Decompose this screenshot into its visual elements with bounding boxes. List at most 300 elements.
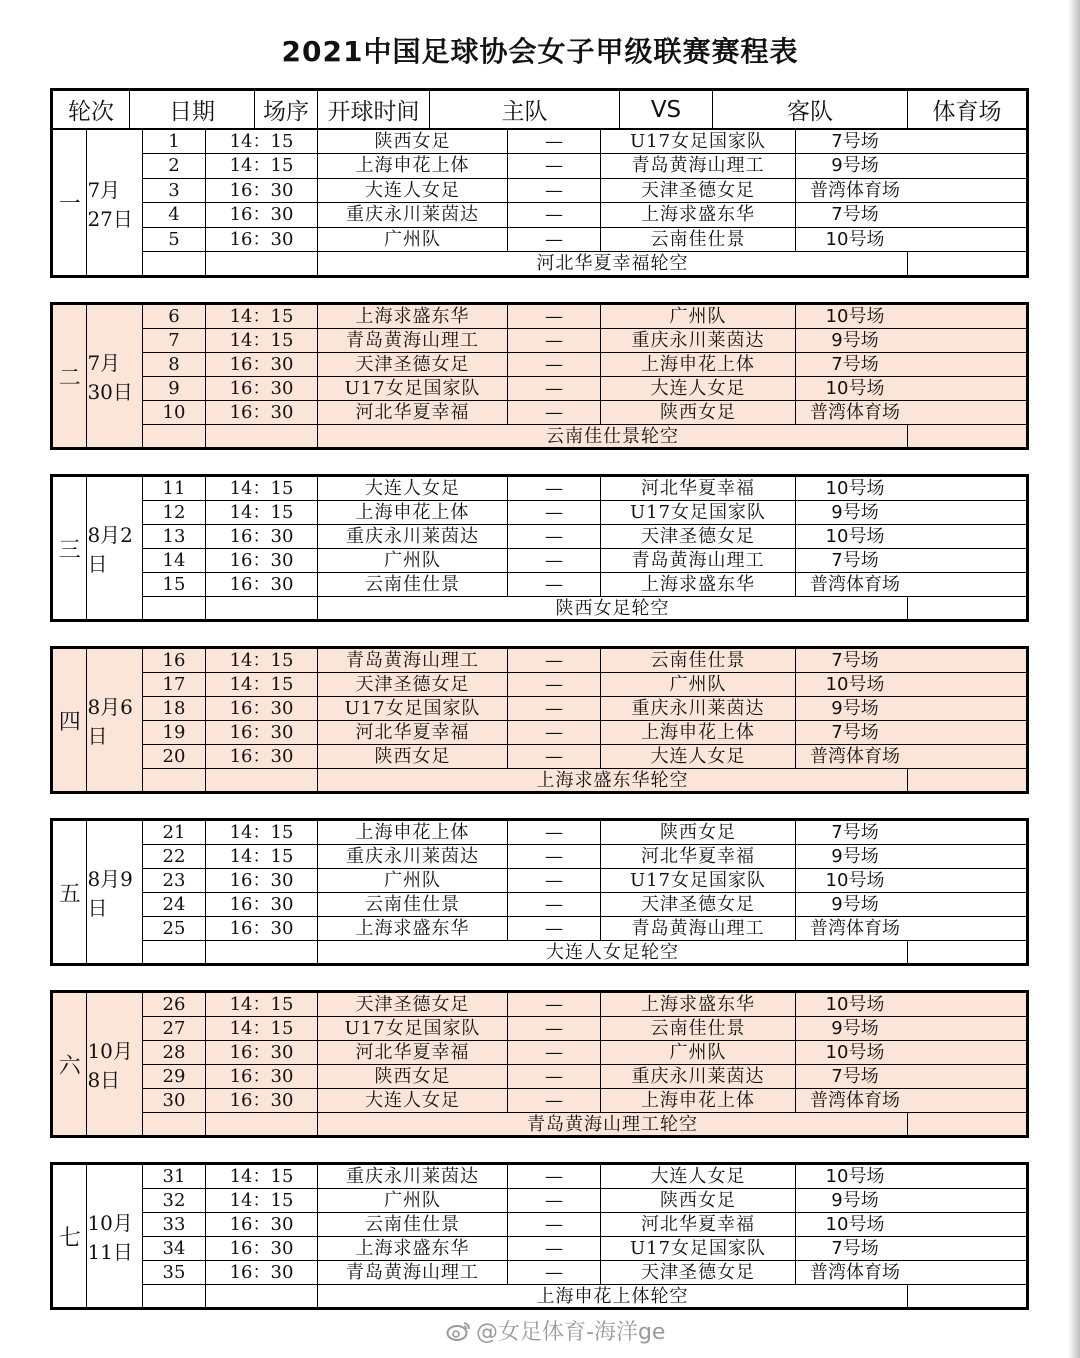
home-team: 云南佳仕景 xyxy=(318,1213,508,1236)
home-team: 云南佳仕景 xyxy=(318,573,508,596)
home-team: 广州队 xyxy=(318,869,508,892)
away-team: 广州队 xyxy=(601,305,796,328)
bye-row xyxy=(143,1285,1026,1308)
vs-dash: — xyxy=(508,305,601,328)
match-rows xyxy=(143,993,1026,1135)
away-team: 重庆永川莱茵达 xyxy=(601,1065,796,1088)
match-number: 26 xyxy=(143,993,206,1016)
away-team: U17女足国家队 xyxy=(601,869,796,892)
match-number: 8 xyxy=(143,353,206,376)
match-number: 6 xyxy=(143,305,206,328)
table-row xyxy=(143,1089,1026,1113)
header-round: 轮次 xyxy=(53,91,130,128)
bye-empty-cell xyxy=(206,941,318,964)
match-number: 18 xyxy=(143,697,206,720)
match-number: 15 xyxy=(143,573,206,596)
match-number: 21 xyxy=(143,821,206,844)
kickoff-time: 14：15 xyxy=(206,477,318,500)
kickoff-time: 16：30 xyxy=(206,745,318,768)
kickoff-time: 16：30 xyxy=(206,228,318,251)
vs-dash: — xyxy=(508,154,601,177)
home-team: 天津圣德女足 xyxy=(318,993,508,1016)
vs-dash: — xyxy=(508,993,601,1016)
vs-dash: — xyxy=(508,501,601,524)
venue: 7号场 xyxy=(831,354,879,375)
vs-dash: — xyxy=(508,329,601,352)
match-rows xyxy=(143,1165,1026,1307)
bye-empty-cell xyxy=(206,769,318,792)
bye-empty-cell xyxy=(908,252,1026,275)
round-number: 五 xyxy=(53,821,87,963)
vs-dash: — xyxy=(508,1041,601,1064)
away-team: 广州队 xyxy=(601,673,796,696)
vs-dash: — xyxy=(508,917,601,940)
venue: 普湾体育场 xyxy=(810,1090,900,1111)
venue: 普湾体育场 xyxy=(810,918,900,939)
match-rows xyxy=(143,305,1026,447)
match-number: 4 xyxy=(143,203,206,226)
home-team: 上海申花上体 xyxy=(318,501,508,524)
away-team: 天津圣德女足 xyxy=(601,893,796,916)
table-row xyxy=(143,353,1026,377)
match-number: 33 xyxy=(143,1213,206,1236)
home-team: 青岛黄海山理工 xyxy=(318,1261,508,1284)
bye-team: 河北华夏幸福轮空 xyxy=(318,252,908,275)
page-edge-shadow xyxy=(1068,0,1080,1358)
vs-dash: — xyxy=(508,477,601,500)
home-team: 天津圣德女足 xyxy=(318,673,508,696)
home-team: 重庆永川莱茵达 xyxy=(318,203,508,226)
vs-dash: — xyxy=(508,179,601,202)
bye-row xyxy=(143,769,1026,792)
round-block xyxy=(50,474,1029,622)
round-block xyxy=(50,302,1029,450)
match-number: 30 xyxy=(143,1089,206,1112)
round-date: 10月8日 xyxy=(87,993,143,1135)
vs-dash: — xyxy=(508,893,601,916)
vs-dash: — xyxy=(508,525,601,548)
round-number: 一 xyxy=(53,130,87,275)
table-row xyxy=(143,329,1026,353)
bye-empty-cell xyxy=(908,1113,1026,1136)
match-number: 17 xyxy=(143,673,206,696)
table-row xyxy=(143,549,1026,573)
bye-empty-cell xyxy=(908,769,1026,792)
table-row xyxy=(143,721,1026,745)
venue: 7号场 xyxy=(831,550,879,571)
bye-team: 上海申花上体轮空 xyxy=(318,1285,908,1308)
away-team: 云南佳仕景 xyxy=(601,1017,796,1040)
round-number: 六 xyxy=(53,993,87,1135)
home-team: 陕西女足 xyxy=(318,1065,508,1088)
round-date: 7月30日 xyxy=(87,305,143,447)
match-number: 5 xyxy=(143,228,206,251)
vs-dash: — xyxy=(508,549,601,572)
vs-dash: — xyxy=(508,845,601,868)
bye-team: 大连人女足轮空 xyxy=(318,941,908,964)
away-team: 青岛黄海山理工 xyxy=(601,549,796,572)
home-team: 天津圣德女足 xyxy=(318,353,508,376)
table-row xyxy=(143,1237,1026,1261)
vs-dash: — xyxy=(508,1189,601,1212)
home-team: 重庆永川莱茵达 xyxy=(318,525,508,548)
vs-dash: — xyxy=(508,203,601,226)
venue: 10号场 xyxy=(825,1214,885,1235)
venue: 10号场 xyxy=(825,994,885,1015)
venue: 普湾体育场 xyxy=(810,574,900,595)
away-team: 广州队 xyxy=(601,1041,796,1064)
match-rows xyxy=(143,130,1026,275)
vs-dash: — xyxy=(508,1089,601,1112)
table-row xyxy=(143,228,1026,252)
match-rows xyxy=(143,821,1026,963)
bye-team: 陕西女足轮空 xyxy=(318,597,908,620)
table-header xyxy=(50,88,1029,130)
venue: 7号场 xyxy=(831,1238,879,1259)
home-team: 大连人女足 xyxy=(318,477,508,500)
round-date: 8月9日 xyxy=(87,821,143,963)
table-row xyxy=(143,305,1026,329)
match-rows xyxy=(143,477,1026,619)
kickoff-time: 14：15 xyxy=(206,1165,318,1188)
away-team: 陕西女足 xyxy=(601,401,796,424)
venue: 7号场 xyxy=(831,822,879,843)
vs-dash: — xyxy=(508,1213,601,1236)
match-number: 12 xyxy=(143,501,206,524)
bye-empty-cell xyxy=(206,597,318,620)
kickoff-time: 16：30 xyxy=(206,179,318,202)
venue: 普湾体育场 xyxy=(810,402,900,423)
match-number: 32 xyxy=(143,1189,206,1212)
kickoff-time: 16：30 xyxy=(206,377,318,400)
bye-empty-cell xyxy=(206,1285,318,1308)
bye-empty-cell xyxy=(143,1113,206,1136)
away-team: U17女足国家队 xyxy=(601,501,796,524)
bye-empty-cell xyxy=(143,941,206,964)
vs-dash: — xyxy=(508,130,601,153)
home-team: 上海求盛东华 xyxy=(318,305,508,328)
kickoff-time: 16：30 xyxy=(206,203,318,226)
bye-empty-cell xyxy=(143,597,206,620)
table-row xyxy=(143,869,1026,893)
round-block xyxy=(50,818,1029,966)
match-number: 11 xyxy=(143,477,206,500)
kickoff-time: 14：15 xyxy=(206,845,318,868)
venue: 10号场 xyxy=(825,228,885,250)
table-row xyxy=(143,1165,1026,1189)
home-team: 青岛黄海山理工 xyxy=(318,649,508,672)
away-team: 云南佳仕景 xyxy=(601,228,796,251)
vs-dash: — xyxy=(508,377,601,400)
bye-empty-cell xyxy=(908,425,1026,448)
venue: 9号场 xyxy=(831,1190,879,1211)
header-home: 主队 xyxy=(430,91,620,128)
table-row xyxy=(143,1189,1026,1213)
bye-row xyxy=(143,597,1026,620)
vs-dash: — xyxy=(508,649,601,672)
match-number: 2 xyxy=(143,154,206,177)
table-row xyxy=(143,203,1026,227)
venue: 7号场 xyxy=(831,131,879,152)
table-row xyxy=(143,501,1026,525)
header-date: 日期 xyxy=(130,91,255,128)
home-team: 河北华夏幸福 xyxy=(318,401,508,424)
kickoff-time: 16：30 xyxy=(206,401,318,424)
venue: 10号场 xyxy=(825,378,885,399)
vs-dash: — xyxy=(508,1065,601,1088)
table-row xyxy=(143,1065,1026,1089)
match-number: 9 xyxy=(143,377,206,400)
home-team: 陕西女足 xyxy=(318,130,508,153)
vs-dash: — xyxy=(508,1165,601,1188)
table-row xyxy=(143,1041,1026,1065)
venue: 10号场 xyxy=(825,870,885,891)
table-row xyxy=(143,1261,1026,1285)
table-row xyxy=(143,673,1026,697)
home-team: 陕西女足 xyxy=(318,745,508,768)
bye-team: 青岛黄海山理工轮空 xyxy=(318,1113,908,1136)
bye-row xyxy=(143,941,1026,964)
home-team: 上海申花上体 xyxy=(318,154,508,177)
round-date: 7月27日 xyxy=(87,130,143,275)
table-row xyxy=(143,893,1026,917)
table-row xyxy=(143,573,1026,597)
away-team: 大连人女足 xyxy=(601,1165,796,1188)
table-row xyxy=(143,1213,1026,1237)
match-number: 19 xyxy=(143,721,206,744)
away-team: 河北华夏幸福 xyxy=(601,477,796,500)
bye-empty-cell xyxy=(908,597,1026,620)
home-team: 重庆永川莱茵达 xyxy=(318,1165,508,1188)
table-row xyxy=(143,401,1026,425)
match-number: 29 xyxy=(143,1065,206,1088)
home-team: U17女足国家队 xyxy=(318,377,508,400)
venue: 普湾体育场 xyxy=(810,746,900,767)
table-row xyxy=(143,845,1026,869)
home-team: 河北华夏幸福 xyxy=(318,721,508,744)
home-team: 大连人女足 xyxy=(318,1089,508,1112)
header-no: 场序 xyxy=(255,91,318,128)
bye-row xyxy=(143,252,1026,275)
home-team: U17女足国家队 xyxy=(318,697,508,720)
vs-dash: — xyxy=(508,353,601,376)
vs-dash: — xyxy=(508,228,601,251)
vs-dash: — xyxy=(508,1261,601,1284)
match-number: 28 xyxy=(143,1041,206,1064)
kickoff-time: 16：30 xyxy=(206,869,318,892)
round-number: 三 xyxy=(53,477,87,619)
kickoff-time: 16：30 xyxy=(206,1237,318,1260)
match-number: 22 xyxy=(143,845,206,868)
away-team: 上海申花上体 xyxy=(601,721,796,744)
home-team: 上海求盛东华 xyxy=(318,917,508,940)
table-row xyxy=(143,525,1026,549)
bye-team: 云南佳仕景轮空 xyxy=(318,425,908,448)
bye-empty-cell xyxy=(206,425,318,448)
away-team: 陕西女足 xyxy=(601,821,796,844)
away-team: 大连人女足 xyxy=(601,377,796,400)
bye-empty-cell xyxy=(143,252,206,275)
vs-dash: — xyxy=(508,573,601,596)
home-team: 广州队 xyxy=(318,1189,508,1212)
match-number: 20 xyxy=(143,745,206,768)
bye-team: 上海求盛东华轮空 xyxy=(318,769,908,792)
away-team: 天津圣德女足 xyxy=(601,1261,796,1284)
match-number: 13 xyxy=(143,525,206,548)
away-team: 上海求盛东华 xyxy=(601,203,796,226)
away-team: 云南佳仕景 xyxy=(601,649,796,672)
bye-row xyxy=(143,1113,1026,1136)
kickoff-time: 14：15 xyxy=(206,154,318,177)
kickoff-time: 16：30 xyxy=(206,1041,318,1064)
vs-dash: — xyxy=(508,745,601,768)
match-number: 16 xyxy=(143,649,206,672)
header-time: 开球时间 xyxy=(318,91,430,128)
kickoff-time: 14：15 xyxy=(206,673,318,696)
home-team: 河北华夏幸福 xyxy=(318,1041,508,1064)
away-team: 大连人女足 xyxy=(601,745,796,768)
home-team: 广州队 xyxy=(318,228,508,251)
venue: 10号场 xyxy=(825,1042,885,1063)
kickoff-time: 14：15 xyxy=(206,329,318,352)
weibo-icon xyxy=(446,1320,472,1342)
away-team: U17女足国家队 xyxy=(601,130,796,153)
kickoff-time: 16：30 xyxy=(206,1089,318,1112)
vs-dash: — xyxy=(508,821,601,844)
match-number: 31 xyxy=(143,1165,206,1188)
match-number: 34 xyxy=(143,1237,206,1260)
away-team: 上海申花上体 xyxy=(601,1089,796,1112)
venue: 9号场 xyxy=(831,1018,879,1039)
vs-dash: — xyxy=(508,401,601,424)
home-team: 青岛黄海山理工 xyxy=(318,329,508,352)
vs-dash: — xyxy=(508,1237,601,1260)
kickoff-time: 16：30 xyxy=(206,1213,318,1236)
away-team: 天津圣德女足 xyxy=(601,179,796,202)
match-number: 1 xyxy=(143,130,206,153)
vs-dash: — xyxy=(508,1017,601,1040)
away-team: 重庆永川莱茵达 xyxy=(601,329,796,352)
kickoff-time: 16：30 xyxy=(206,525,318,548)
match-number: 27 xyxy=(143,1017,206,1040)
venue: 9号场 xyxy=(831,330,879,351)
header-vs: VS xyxy=(620,91,713,128)
match-number: 3 xyxy=(143,179,206,202)
away-team: U17女足国家队 xyxy=(601,1237,796,1260)
round-block xyxy=(50,990,1029,1138)
venue: 7号场 xyxy=(831,204,879,226)
kickoff-time: 16：30 xyxy=(206,353,318,376)
home-team: 广州队 xyxy=(318,549,508,572)
table-row xyxy=(143,745,1026,769)
round-block xyxy=(50,646,1029,794)
match-number: 35 xyxy=(143,1261,206,1284)
watermark-text: @女足体育-海洋ge xyxy=(476,1320,666,1345)
round-number: 二 xyxy=(53,305,87,447)
bye-empty-cell xyxy=(206,252,318,275)
table-row xyxy=(143,377,1026,401)
bye-row xyxy=(143,425,1026,448)
venue: 10号场 xyxy=(825,478,885,499)
round-date: 8月2日 xyxy=(87,477,143,619)
kickoff-time: 14：15 xyxy=(206,821,318,844)
kickoff-time: 16：30 xyxy=(206,1261,318,1284)
match-number: 24 xyxy=(143,893,206,916)
bye-empty-cell xyxy=(206,1113,318,1136)
match-number: 10 xyxy=(143,401,206,424)
bye-empty-cell xyxy=(143,1285,206,1308)
watermark xyxy=(446,1315,665,1346)
away-team: 河北华夏幸福 xyxy=(601,1213,796,1236)
match-rows xyxy=(143,649,1026,791)
vs-dash: — xyxy=(508,721,601,744)
kickoff-time: 14：15 xyxy=(206,993,318,1016)
header-away: 客队 xyxy=(713,91,908,128)
table-row xyxy=(143,477,1026,501)
round-number: 七 xyxy=(53,1165,87,1307)
away-team: 上海申花上体 xyxy=(601,353,796,376)
away-team: 青岛黄海山理工 xyxy=(601,154,796,177)
kickoff-time: 14：15 xyxy=(206,649,318,672)
vs-dash: — xyxy=(508,869,601,892)
away-team: 河北华夏幸福 xyxy=(601,845,796,868)
kickoff-time: 14：15 xyxy=(206,130,318,153)
home-team: U17女足国家队 xyxy=(318,1017,508,1040)
round-date: 10月11日 xyxy=(87,1165,143,1307)
table-row xyxy=(143,697,1026,721)
round-number: 四 xyxy=(53,649,87,791)
home-team: 上海求盛东华 xyxy=(318,1237,508,1260)
venue: 7号场 xyxy=(831,1066,879,1087)
venue: 9号场 xyxy=(831,698,879,719)
away-team: 重庆永川莱茵达 xyxy=(601,697,796,720)
kickoff-time: 14：15 xyxy=(206,1017,318,1040)
table-row xyxy=(143,649,1026,673)
venue: 9号场 xyxy=(831,846,879,867)
away-team: 天津圣德女足 xyxy=(601,525,796,548)
match-number: 23 xyxy=(143,869,206,892)
away-team: 上海求盛东华 xyxy=(601,993,796,1016)
away-team: 陕西女足 xyxy=(601,1189,796,1212)
kickoff-time: 16：30 xyxy=(206,917,318,940)
table-row xyxy=(143,993,1026,1017)
kickoff-time: 16：30 xyxy=(206,721,318,744)
page-title: 2021中国足球协会女子甲级联赛赛程表 xyxy=(281,35,799,68)
venue: 10号场 xyxy=(825,674,885,695)
bye-empty-cell xyxy=(143,425,206,448)
kickoff-time: 16：30 xyxy=(206,573,318,596)
venue: 10号场 xyxy=(825,526,885,547)
venue: 7号场 xyxy=(831,722,879,743)
kickoff-time: 16：30 xyxy=(206,697,318,720)
venue: 9号场 xyxy=(831,894,879,915)
kickoff-time: 14：15 xyxy=(206,501,318,524)
bye-empty-cell xyxy=(143,769,206,792)
match-number: 14 xyxy=(143,549,206,572)
venue: 7号场 xyxy=(831,650,879,671)
bye-empty-cell xyxy=(908,1285,1026,1308)
table-row xyxy=(143,1017,1026,1041)
header-venue: 体育场 xyxy=(932,99,1002,125)
vs-dash: — xyxy=(508,673,601,696)
round-block xyxy=(50,1162,1029,1310)
kickoff-time: 16：30 xyxy=(206,549,318,572)
home-team: 大连人女足 xyxy=(318,179,508,202)
bye-empty-cell xyxy=(908,941,1026,964)
venue: 9号场 xyxy=(831,155,879,177)
round-block xyxy=(50,130,1029,278)
venue: 10号场 xyxy=(825,1166,885,1187)
